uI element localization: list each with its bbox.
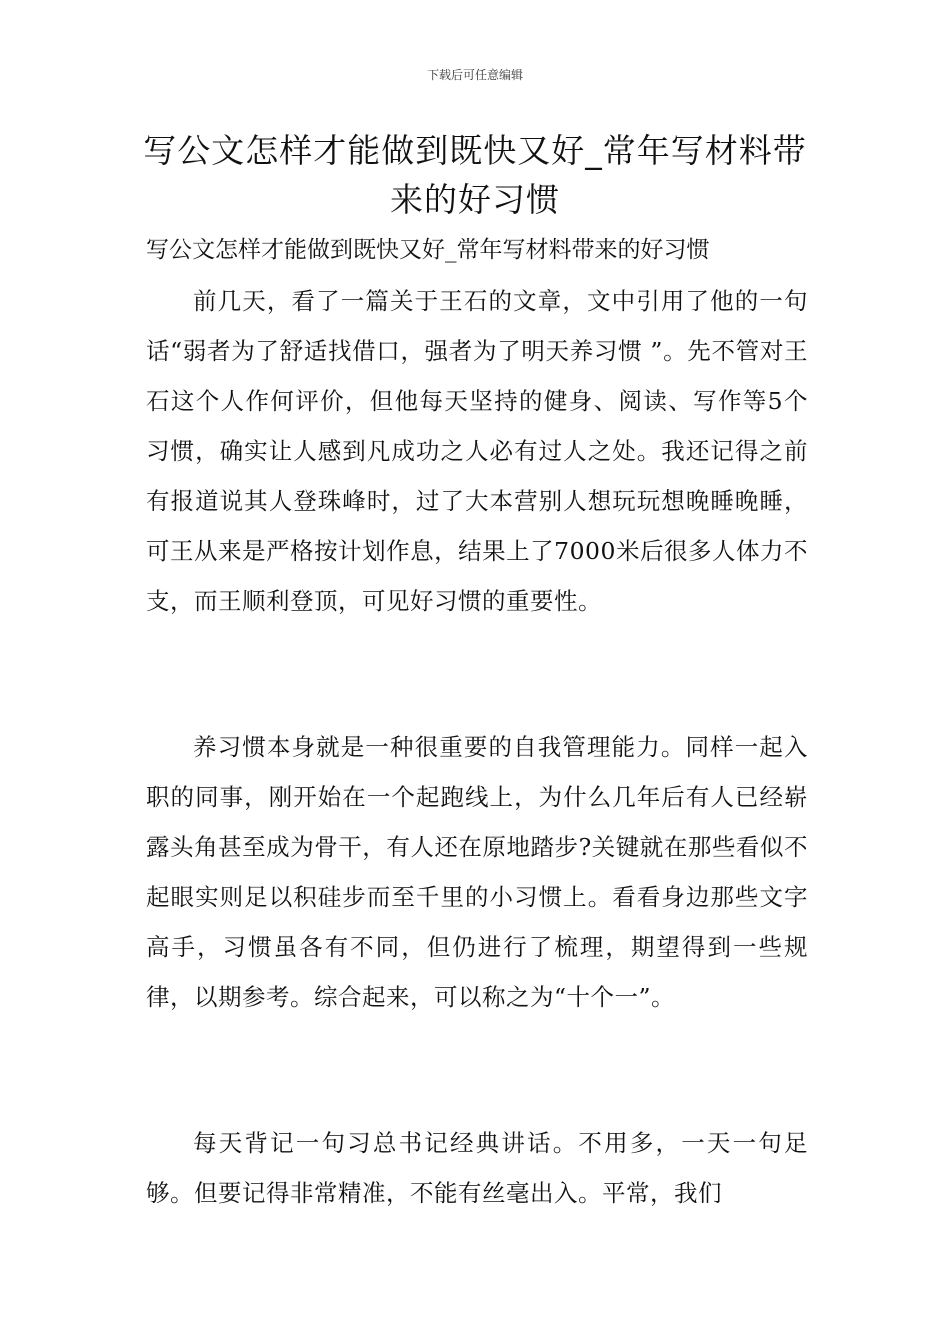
paragraph-1: 前几天，看了一篇关于王石的文章，文中引用了他的一句话“弱者为了舒适找借口，强者为了明天养习惯 ”。先不管对王石这个人作何评价，但他每天坚持的健身、阅读、写作等5个习惯，确实让人感到凡成功之人必有过人之处。我还记得之前有报道说其人登珠峰时，过了大本营别人想玩玩想晚睡晚睡，可王从来是严格按计划作息，结果上了7000米后很多人体力不支，而王顺利登顶，可见好习惯的重要性。 [146,287,808,615]
paragraph-3: 每天背记一句习总书记经典讲话。不用多，一天一句足够。但要记得非常精准，不能有丝毫出入。平常，我们 [146,1129,808,1207]
document-title: 写公文怎样才能做到既快又好_常年写材料带来的好习惯 [143,131,807,219]
paragraph-2: 养习惯本身就是一种很重要的自我管理能力。同样一起入职的同事，刚开始在一个起跑线上，为什么几年后有人已经崭露头角甚至成为骨干，有人还在原地踏步?关键就在那些看似不起眼实则足以积硅步而至千里的小习惯上。看看身边那些文字高手，习惯虽各有不同，但仍进行了梳理，期望得到一些规律，以期参考。综合起来，可以称之为“十个一”。 [146,733,808,1011]
document-subtitle: 写公文怎样才能做到既快又好_常年写材料带来的好习惯 [146,237,710,263]
header-note: 下载后可任意编辑 [426,68,523,82]
